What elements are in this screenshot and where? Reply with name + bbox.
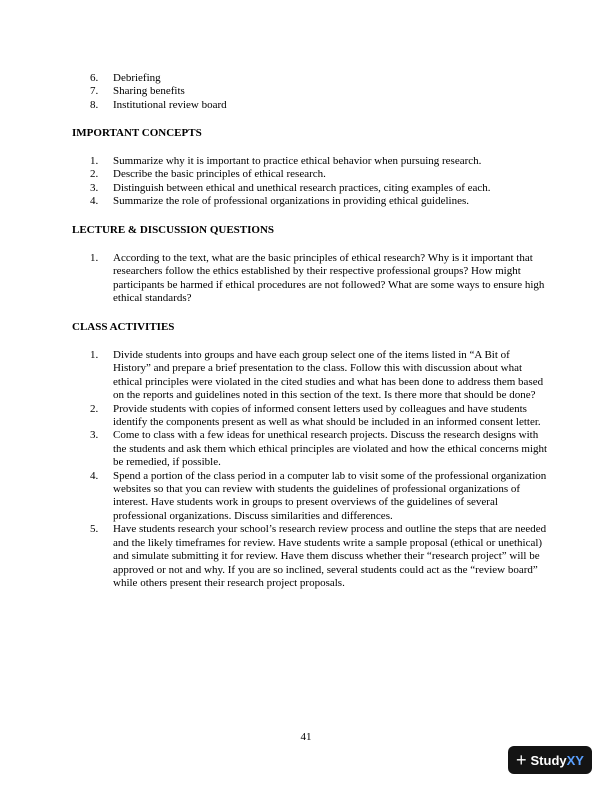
item-number: 4.: [90, 195, 99, 208]
list-item: [90, 252, 550, 306]
important-concepts-list: [90, 155, 550, 209]
important-concepts-heading: IMPORTANT CONCEPTS: [72, 127, 202, 139]
list-item: [90, 85, 550, 98]
plus-icon: +: [516, 750, 527, 770]
list-item: [90, 470, 550, 524]
lecture-discussion-list: [90, 252, 550, 306]
list-item: [90, 429, 550, 469]
list-item: [90, 99, 550, 112]
list-item: [90, 403, 550, 430]
item-number: 6.: [90, 72, 99, 84]
page-number: 41: [300, 731, 312, 743]
item-number: 1.: [90, 349, 99, 361]
item-number: 8.: [90, 98, 99, 111]
item-text: Provide students with copies of informed consent letters used by colleagues and have students identify the components present as well as what should be included in an informed consent letter.: [113, 402, 541, 429]
item-text: Divide students into groups and have each group select one of the items listed in “A Bit of History” and prepare a brief presentation to the class. Follow this with discussion about what ethical principles were violated in the cited studies and what has been done to address them based on the reports and guidelines noted in this section of the text. Is there more that should be done?: [113, 349, 544, 402]
badge-xy-text: XY: [566, 752, 584, 768]
item-text: Debriefing: [113, 72, 161, 84]
list-item: [90, 349, 550, 403]
item-number: 1.: [90, 252, 99, 264]
item-text: Spend a portion of the class period in a computer lab to visit some of the professional organization websites so that you can review with students the guidelines of professional organizations of interest. Have students work in groups to present overviews of the guidelines of several professional organizations. Discuss similarities and differences.: [113, 469, 547, 522]
list-item: [90, 72, 550, 85]
lecture-discussion-heading: LECTURE & DISCUSSION QUESTIONS: [72, 224, 275, 236]
class-activities-heading: CLASS ACTIVITIES: [72, 321, 175, 333]
item-text: According to the text, what are the basic principles of ethical research? Why is it important that researchers follow the ethics established by their respective professional groups? How might participants be harmed if ethical procedures are not followed? What are some ways to ensure high ethical standards?: [113, 252, 545, 305]
item-number: 5.: [90, 523, 99, 536]
item-number: 2.: [90, 168, 99, 181]
list-item: [90, 155, 550, 168]
item-number: 4.: [90, 469, 99, 482]
item-text: Sharing benefits: [113, 85, 185, 98]
item-number: 3.: [90, 429, 99, 442]
item-text: Summarize why it is important to practice ethical behavior when pursuing research.: [113, 155, 482, 167]
studyxy-badge[interactable]: [508, 746, 592, 774]
list-item: [90, 195, 550, 208]
item-text: Have students research your school’s research review process and outline the steps that are needed and the likely timeframes for review. Have students write a sample proposal (ethical or unethical) and simulate submitting it for review. Have them discuss whether their “research project” will be approved or not and why. If you are so inclined, several students could act as the “review board” while others present their research project proposals.: [113, 523, 547, 589]
item-number: 7.: [90, 85, 99, 98]
item-text: Summarize the role of professional organizations in providing ethical guidelines.: [113, 195, 469, 208]
class-activities-list: [90, 349, 550, 590]
item-text: Describe the basic principles of ethical research.: [113, 168, 326, 181]
list-item: [90, 182, 550, 195]
badge-study-text: Study: [530, 752, 567, 768]
list-item: [90, 168, 550, 181]
item-text: Institutional review board: [113, 98, 227, 111]
key-terms-list-continued: [90, 72, 550, 112]
item-number: 1.: [90, 155, 99, 167]
list-item: [90, 523, 550, 590]
item-text: Come to class with a few ideas for unethical research projects. Discuss the research designs with the students and ask them which ethical principles are violated and how the ethical concerns might be remedied, if possible.: [113, 429, 548, 469]
item-text: Distinguish between ethical and unethical research practices, citing examples of each.: [113, 181, 491, 194]
item-number: 2.: [90, 402, 99, 415]
item-number: 3.: [90, 181, 99, 194]
